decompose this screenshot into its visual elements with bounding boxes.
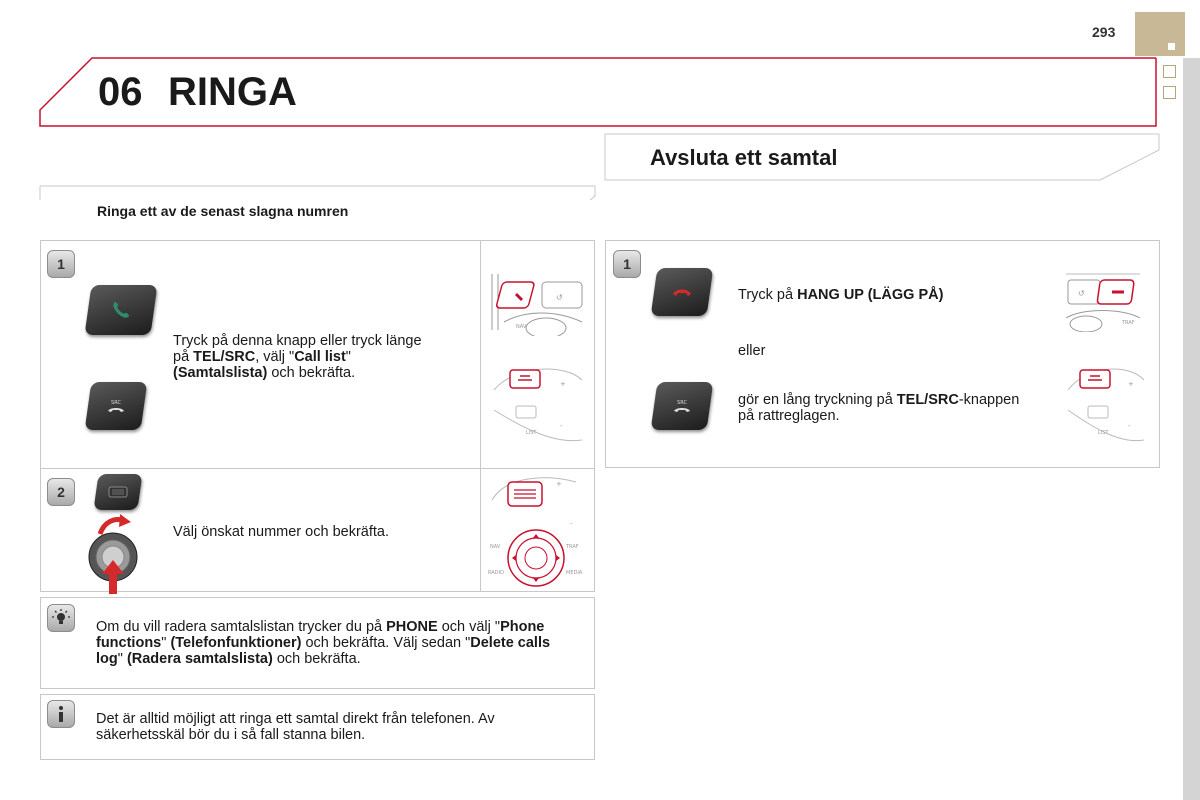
tip-text-part-2: och välj " — [437, 619, 501, 635]
tip-text-part-10: och bekräfta. — [272, 651, 361, 667]
tip-text-part-7: Delete calls log — [96, 635, 551, 667]
tip-text-part-1: PHONE — [386, 619, 438, 635]
end-step-1-badge: 1 — [613, 250, 641, 278]
end-line2-part-1: TEL/SRC — [896, 392, 959, 408]
step-1-badge: 1 — [47, 250, 75, 278]
svg-text:↺: ↺ — [1078, 289, 1085, 298]
svg-text:+: + — [560, 380, 566, 388]
svg-text:RADIO: RADIO — [488, 570, 504, 576]
hang-up-key-button — [651, 268, 714, 316]
svg-text:SRC: SRC — [677, 400, 687, 406]
console-hangup-diagram — [1062, 268, 1144, 332]
tip-text-part-3: Phone functions — [96, 619, 545, 651]
info-text: Det är alltid möjligt att ringa ett samtal direkt från telefonen. Av säkerhetsskäl bör du i så fall stanna bilen. — [96, 711, 495, 743]
svg-text:+: + — [556, 480, 562, 488]
scroll-wheel-button — [93, 474, 142, 510]
svg-text:+: + — [1128, 380, 1134, 388]
svg-text:TRAF: TRAF — [1122, 320, 1135, 326]
src-phone-icon — [104, 399, 128, 413]
step-1-text — [173, 333, 423, 381]
section-title-end-call: Avsluta ett samtal — [650, 145, 838, 170]
step-1-text-part-4: " — [345, 349, 351, 365]
end-line1-part-1: HANG UP (LÄGG PÅ) — [797, 287, 944, 303]
chapter-title: RINGA — [168, 70, 297, 114]
step-2-text: Välj önskat nummer och bekräfta. — [173, 524, 389, 540]
step-2-badge: 2 — [47, 478, 75, 506]
svg-text:NAV: NAV — [490, 544, 501, 550]
step-1-text-part-2: , välj " — [255, 349, 295, 365]
step-1-text-part-3: Call list — [294, 349, 346, 365]
end-line1-part-0: Tryck på — [738, 287, 798, 303]
tip-text-part-4: " — [161, 635, 171, 651]
svg-text:-: - — [1128, 422, 1131, 430]
chapter-number: 06 — [98, 70, 143, 114]
tel-src-key-button-2 — [651, 382, 714, 430]
page-number: 293 — [1092, 24, 1116, 40]
svg-text:TRAF: TRAF — [566, 544, 579, 550]
src-phone-icon-2 — [670, 399, 694, 413]
call-key-button — [84, 285, 157, 335]
phone-icon — [110, 299, 132, 321]
end-step-or: eller — [738, 343, 766, 359]
step-1-text-part-6: och bekräfta. — [267, 365, 356, 381]
svg-text:LIST: LIST — [1098, 430, 1109, 436]
steps-row-divider — [40, 468, 595, 469]
step-1-text-part-1: TEL/SRC — [193, 349, 256, 365]
info-icon — [47, 700, 75, 728]
svg-text:MEDIA: MEDIA — [566, 570, 583, 576]
end-line2-part-0: gör en lång tryckning på — [738, 392, 897, 408]
console-dial-diagram — [486, 474, 586, 588]
console-call-diagram — [486, 270, 586, 336]
tip-text-part-5: (Telefonfunktioner) — [170, 635, 302, 651]
step-1-text-part-5: (Samtalslista) — [173, 365, 268, 381]
hang-up-icon — [672, 287, 692, 297]
end-step-line1 — [738, 287, 1038, 303]
steering-wheel-diagram-1 — [486, 360, 586, 452]
end-line2-part-2: -knappen på rattreglagen. — [738, 392, 1020, 424]
svg-text:SRC: SRC — [111, 400, 121, 406]
steering-wheel-diagram-2 — [1062, 360, 1148, 452]
tip-text-part-6: och bekräfta. Välj sedan " — [301, 635, 471, 651]
steps-column-divider — [480, 240, 481, 592]
svg-text:-: - — [560, 422, 563, 430]
section-subtitle-redial: Ringa ett av de senast slagna numren — [97, 203, 349, 219]
tip-text-part-8: " — [117, 651, 127, 667]
step-1-text-part-0: Tryck på denna knapp eller tryck länge på — [173, 333, 422, 365]
tip-text-part-0: Om du vill radera samtalslistan trycker du på — [96, 619, 387, 635]
svg-text:LIST: LIST — [526, 430, 537, 436]
svg-text:NAV: NAV — [516, 324, 527, 330]
tip-text-part-9: (Radera samtalslista) — [126, 651, 273, 667]
rotary-dial-icon — [86, 530, 140, 596]
end-step-line2 — [738, 392, 1038, 424]
svg-text:-: - — [570, 520, 573, 528]
lightbulb-icon — [47, 604, 75, 632]
svg-text:↺: ↺ — [556, 293, 563, 302]
tel-src-key-button — [85, 382, 148, 430]
tip-text — [96, 619, 571, 667]
scroll-wheel-icon — [108, 486, 128, 498]
